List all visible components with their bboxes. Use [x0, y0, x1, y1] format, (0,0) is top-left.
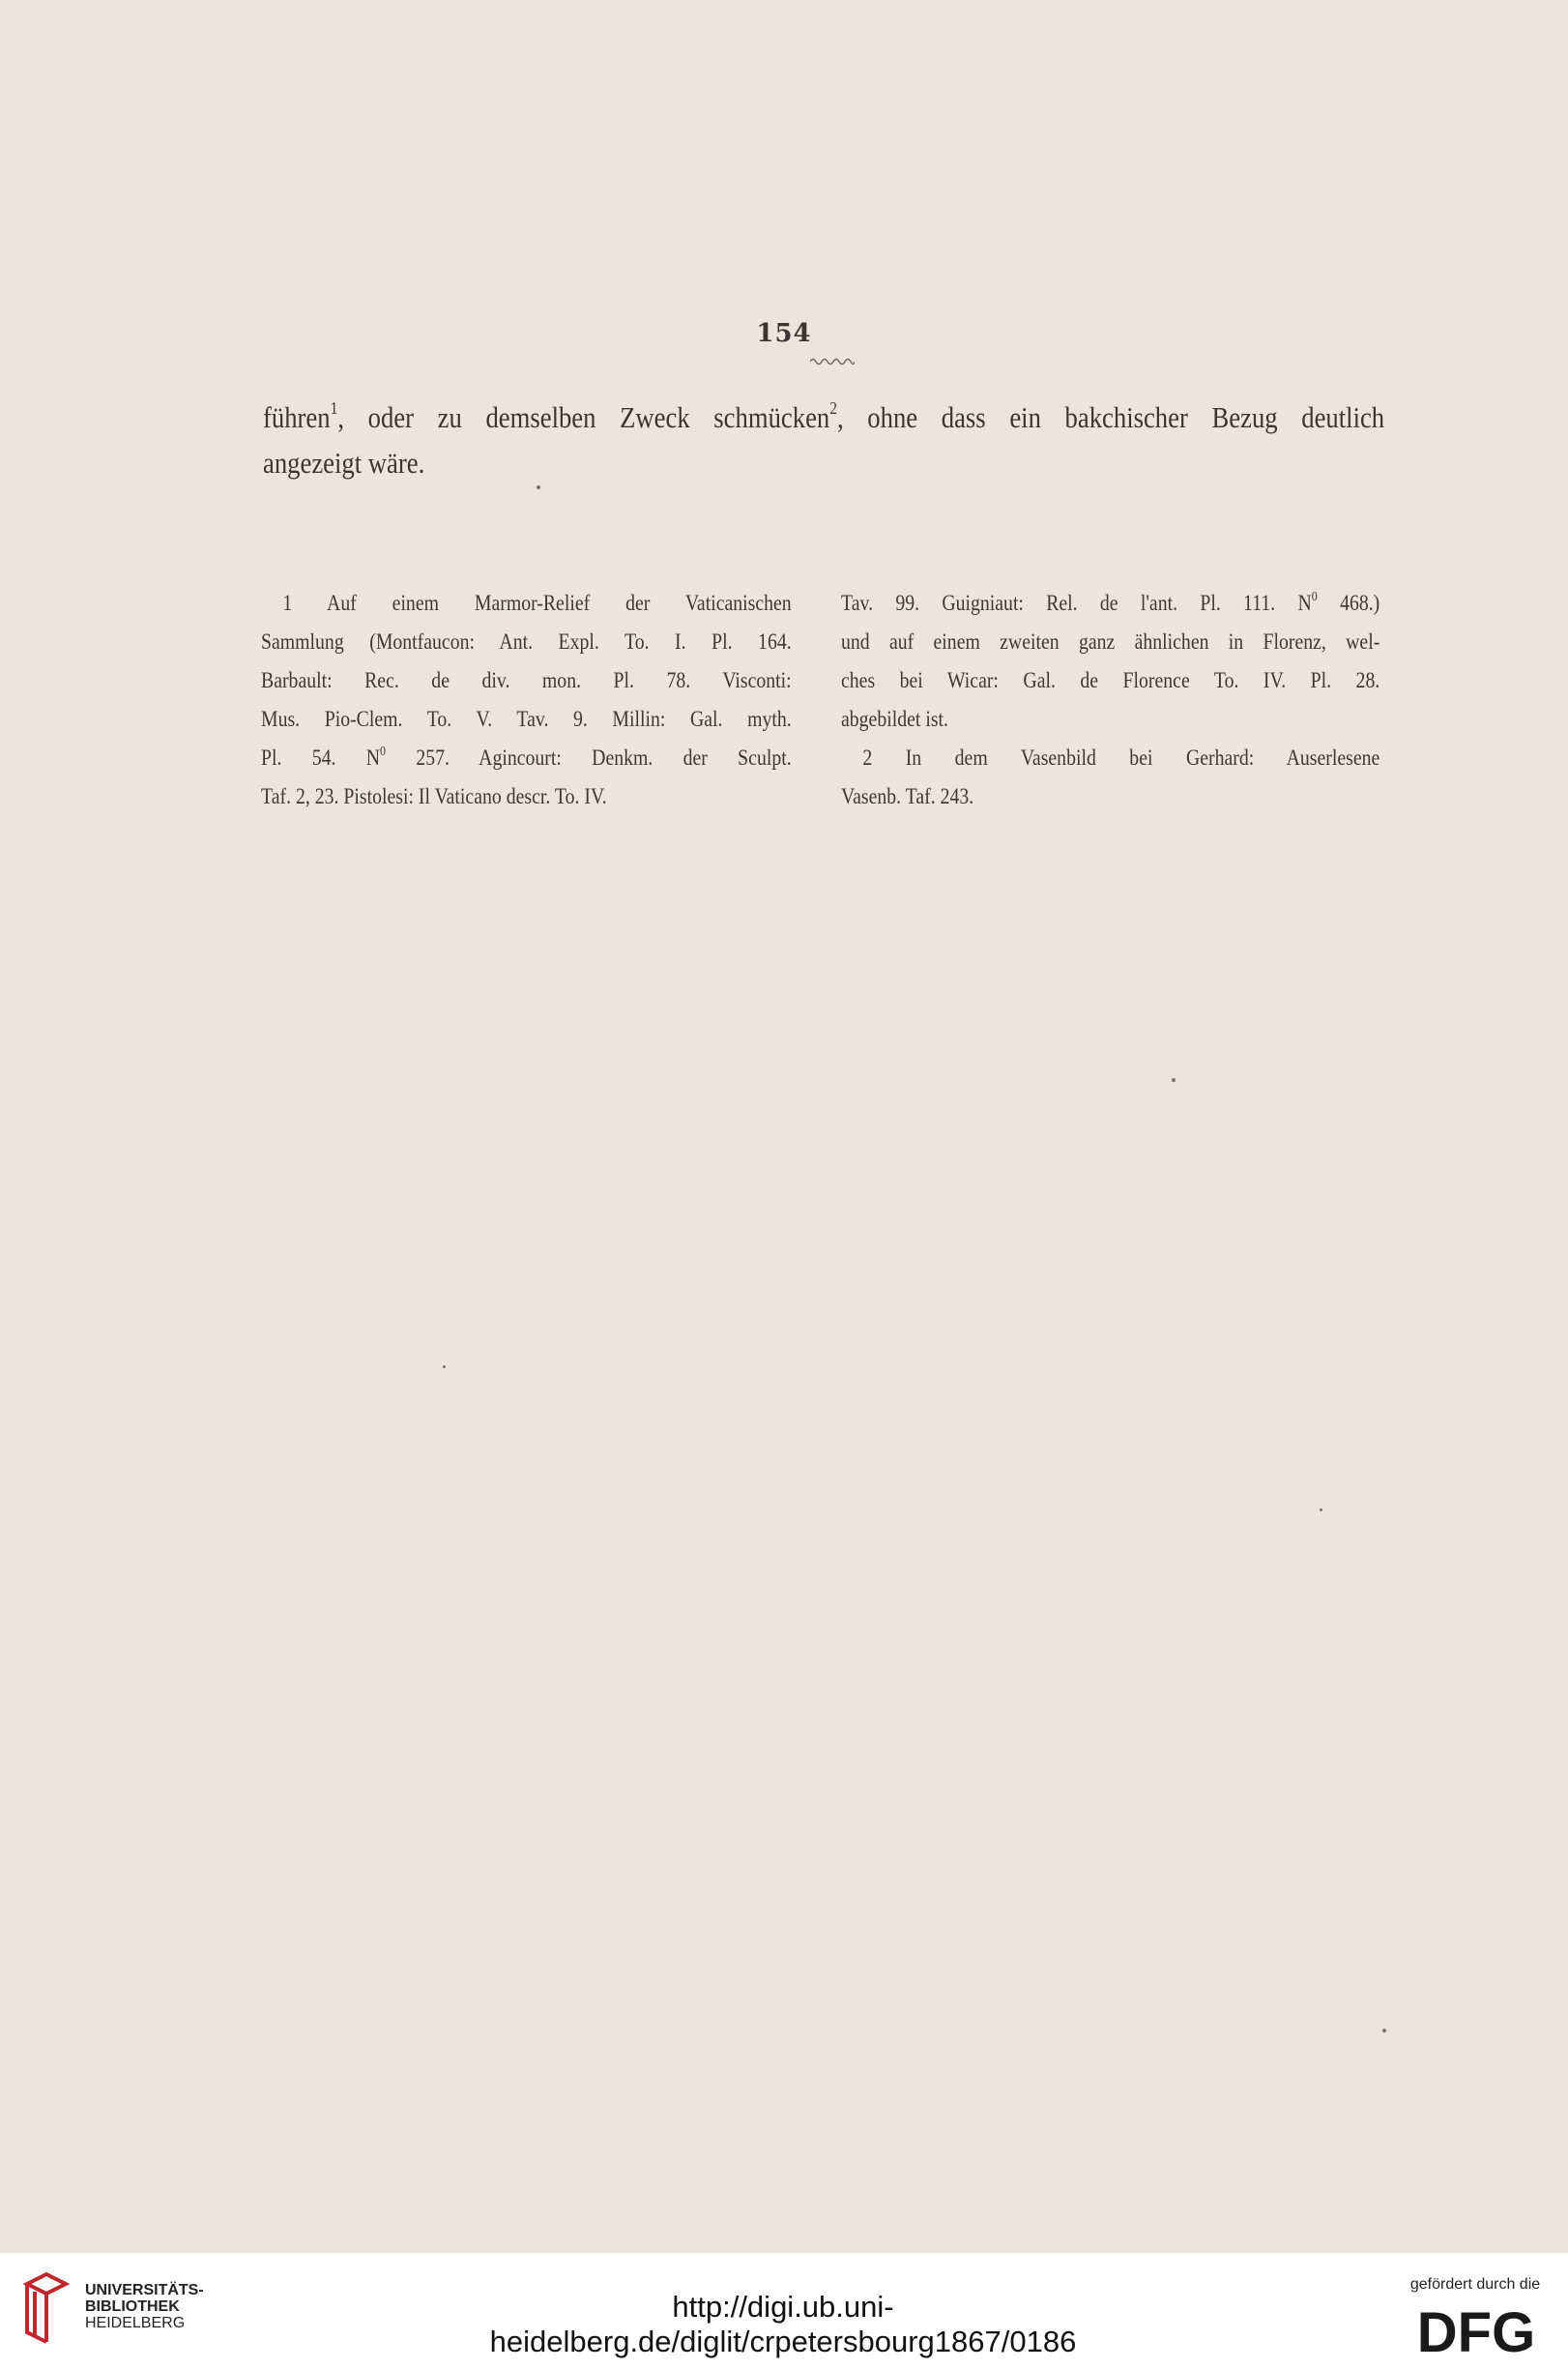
footnote-line — [841, 584, 1379, 623]
paper-speck — [1382, 2029, 1386, 2033]
paper-speck — [443, 1365, 446, 1368]
body-paragraph — [263, 395, 1384, 485]
library-name-line: HEIDELBERG — [85, 2315, 186, 2331]
library-name-line: BIBLIOTHEK — [85, 2298, 180, 2315]
footnote-line: und auf einem zweiten ganz ähnlichen in Florenz, wel- — [841, 629, 1380, 654]
dfg-logo-icon — [1400, 2303, 1553, 2357]
footnote-text: 257. Agincourt: Denkm. der Sculpt. — [386, 746, 792, 770]
footnote-line: Taf. 2, 23. Pistolesi: Il Vaticano descr. To. IV. — [261, 784, 607, 808]
body-text-fragment: führen — [263, 400, 331, 434]
paper-speck — [1320, 1508, 1322, 1511]
footnotes-right-column — [841, 584, 1379, 816]
paper-speck — [537, 485, 540, 489]
footnote-superscript: 0 — [380, 745, 387, 759]
body-text-fragment: , oder zu demselben Zweck schmücken — [337, 400, 830, 434]
permalink-url[interactable]: http://digi.ub.uni-heidelberg.de/diglit/crpetersbourg1867/0186 — [489, 2290, 1077, 2358]
footnote-ref-1: 1 — [330, 398, 338, 418]
footnote-line: Sammlung (Montfaucon: Ant. Expl. To. I. Pl. 164. — [261, 629, 792, 654]
footnote-superscript: 0 — [1311, 590, 1318, 604]
footer-bar — [0, 2253, 1568, 2370]
funded-by-label: gefördert durch die — [1409, 2276, 1541, 2293]
footnote-line — [261, 739, 792, 777]
library-name-line: UNIVERSITÄTS- — [85, 2282, 204, 2298]
footnote-line: 1 Auf einem Marmor-Relief der Vaticanischen — [282, 591, 792, 615]
wavy-underline-ornament — [810, 356, 855, 366]
footnote-text: Tav. 99. Guigniaut: Rel. de l'ant. Pl. 111. N — [841, 591, 1312, 615]
paper-speck — [1172, 1078, 1176, 1082]
page-number: 154 — [756, 319, 812, 348]
footnote-line: Barbault: Rec. de div. mon. Pl. 78. Visconti: — [261, 668, 792, 692]
footnote-line: Vasenb. Taf. 243. — [841, 784, 974, 808]
footnote-text: 468.) — [1317, 591, 1380, 615]
footnote-ref-2: 2 — [829, 398, 837, 418]
library-name — [85, 2282, 204, 2331]
footnote-text: Pl. 54. N — [261, 746, 381, 770]
footnote-line: ches bei Wicar: Gal. de Florence To. IV. Pl. 28. — [841, 668, 1380, 692]
dfg-logo-text: DFG — [1416, 2303, 1536, 2357]
body-text-fragment: , ohne dass ein bakchischer Bezug deutlich — [836, 400, 1385, 434]
footnotes-left-column — [261, 584, 792, 816]
library-logo-icon — [17, 2272, 75, 2350]
footnote-line: abgebildet ist. — [841, 707, 948, 731]
body-line-2: angezeigt wäre. — [263, 446, 425, 480]
footnote-line: Mus. Pio-Clem. To. V. Tav. 9. Millin: Gal. myth. — [261, 707, 792, 731]
body-line-1 — [263, 395, 1384, 440]
footnote-line: 2 In dem Vasenbild bei Gerhard: Auserlesene — [862, 746, 1380, 770]
